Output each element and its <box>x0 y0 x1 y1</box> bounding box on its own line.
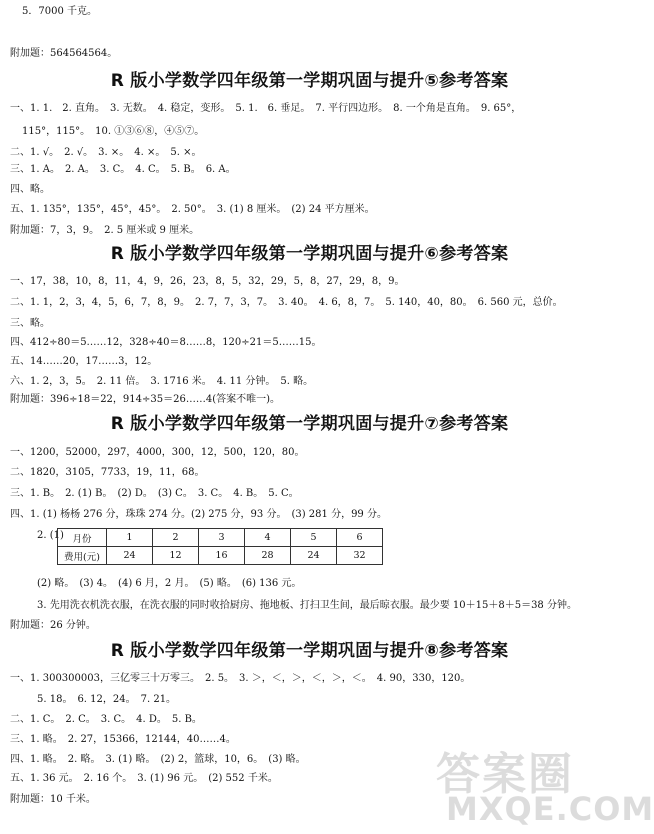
table-cell: 月份 <box>58 529 107 547</box>
line-5-4: 三、1. A。 2. A。 3. C。 4. C。 5. B。 6. A。 <box>10 164 236 175</box>
section-title-5: R 版小学数学四年级第一学期巩固与提升⑤参考答案 <box>110 71 509 91</box>
table-cell: 4 <box>245 529 291 547</box>
bonus-line-8: 附加题：10 千米。 <box>10 794 96 805</box>
table-cell: 5 <box>291 529 337 547</box>
watermark-url: MXQE.COM <box>446 790 654 828</box>
watermark-logo <box>432 738 654 834</box>
line-7-6: (2) 略。 (3) 4。 (4) 6 月，2 月。 (5) 略。 (6) 136 元。 <box>37 578 302 589</box>
bonus-line-5: 附加题：7，3，9。 2. 5 厘米或 9 厘米。 <box>10 225 200 236</box>
table-cell: 24 <box>107 547 153 565</box>
line-8-4: 三、1. 略。 2. 27，15366，12144，40……4。 <box>10 734 236 745</box>
bonus-line-6: 附加题：396÷18＝22，914÷35＝26……4(答案不唯一)。 <box>10 394 280 405</box>
table-cell: 2 <box>153 529 199 547</box>
line-8-1: 一、1. 300300003，三亿零三十万零三。 2. 5。 3. ＞，＜，＞，＜，＞，＜。 4. 90，330，120。 <box>10 673 471 684</box>
line-7-1: 一、1200，52000，297，4000，300，12，500，120，80。 <box>10 447 305 458</box>
line-7-4: 四、1. (1) 杨杨 276 分，珠珠 274 分。(2) 275 分，93 分。 (3) 281 分，99 分。 <box>10 509 387 520</box>
bonus-line-1: 附加题：564564564。 <box>10 48 118 59</box>
line-6-6: 六、1. 2，3，5。 2. 11 倍。 3. 1716 米。 4. 11 分钟。 5. 略。 <box>10 376 314 387</box>
table-cell: 24 <box>291 547 337 565</box>
table-row <box>58 547 383 565</box>
table-cell: 28 <box>245 547 291 565</box>
line-6-2: 二、1. 1，2，3，4，5，6，7，8，9。 2. 7，7，3，7。 3. 40。 4. 6，8，7。 5. 140，40，80。 6. 560 元，总价。 <box>10 297 563 308</box>
line-7-5: 2. (1) <box>37 530 64 541</box>
expense-table <box>57 528 383 565</box>
bonus-line-7: 附加题：26 分钟。 <box>10 620 96 631</box>
line-6-5: 五、14……20，17……3，12。 <box>10 356 158 367</box>
line-5-1: 一、1. 1. 2. 直角。 3. 无数。 4. 稳定，变形。 5. 1. 6. 垂足。 7. 平行四边形。 8. 一个角是直角。 9. 65°， <box>10 103 522 114</box>
line-8-2: 5. 18。 6. 12，24。 7. 21。 <box>37 694 177 705</box>
line-7-7: 3. 先用洗衣机洗衣服，在洗衣服的同时收拾厨房、拖地板、打扫卫生间，最后晾衣服。最少要 10＋15＋8＋5＝38 分钟。 <box>37 600 577 611</box>
table-cell: 6 <box>337 529 383 547</box>
table-cell: 3 <box>199 529 245 547</box>
line-5-3: 二、1. √。 2. √。 3. ×。 4. ×。 5. ×。 <box>10 147 202 158</box>
line-1: 5．7000 千克。 <box>22 6 97 17</box>
line-5-6: 五、1. 135°，135°，45°，45°。 2. 50°。 3. (1) 8 厘米。 (2) 24 平方厘米。 <box>10 204 375 215</box>
table-cell: 32 <box>337 547 383 565</box>
line-6-4: 四、412÷80＝5……12，328÷40＝8……8，120÷21＝5……15。 <box>10 337 322 348</box>
section-title-8: R 版小学数学四年级第一学期巩固与提升⑧参考答案 <box>110 641 509 661</box>
line-5-2: 115°，115°。 10. ①③⑥⑧，④⑤⑦。 <box>22 126 205 137</box>
table-cell: 1 <box>107 529 153 547</box>
line-6-1: 一、17，38，10，8，11，4，9，26，23，8，5，32，29，5，8，27，29，8，9。 <box>10 276 405 287</box>
line-5-5: 四、略。 <box>10 184 50 195</box>
section-title-7: R 版小学数学四年级第一学期巩固与提升⑦参考答案 <box>110 414 509 434</box>
section-title-6: R 版小学数学四年级第一学期巩固与提升⑥参考答案 <box>110 244 509 264</box>
line-7-2: 二、1820，3105，7733，19，11，68。 <box>10 467 205 478</box>
line-6-3: 三、略。 <box>10 318 50 329</box>
watermark-chars: 答案圈 <box>436 749 574 800</box>
line-8-5: 四、1. 略。 2. 略。 3. (1) 略。 (2) 2，篮球，10，6。 (3) 略。 <box>10 754 306 765</box>
line-7-3: 三、1. B。 2. (1) B。 (2) D。 (3) C。 3. C。 4. B。 5. C。 <box>10 488 299 499</box>
line-8-3: 二、1. C。 2. C。 3. C。 4. D。 5. B。 <box>10 714 202 725</box>
table-cell: 12 <box>153 547 199 565</box>
line-8-6: 五、1. 36 元。 2. 16 个。 3. (1) 96 元。 (2) 552 千米。 <box>10 773 278 784</box>
table-row <box>58 529 383 547</box>
table-cell: 16 <box>199 547 245 565</box>
table-cell: 费用(元) <box>58 547 107 565</box>
